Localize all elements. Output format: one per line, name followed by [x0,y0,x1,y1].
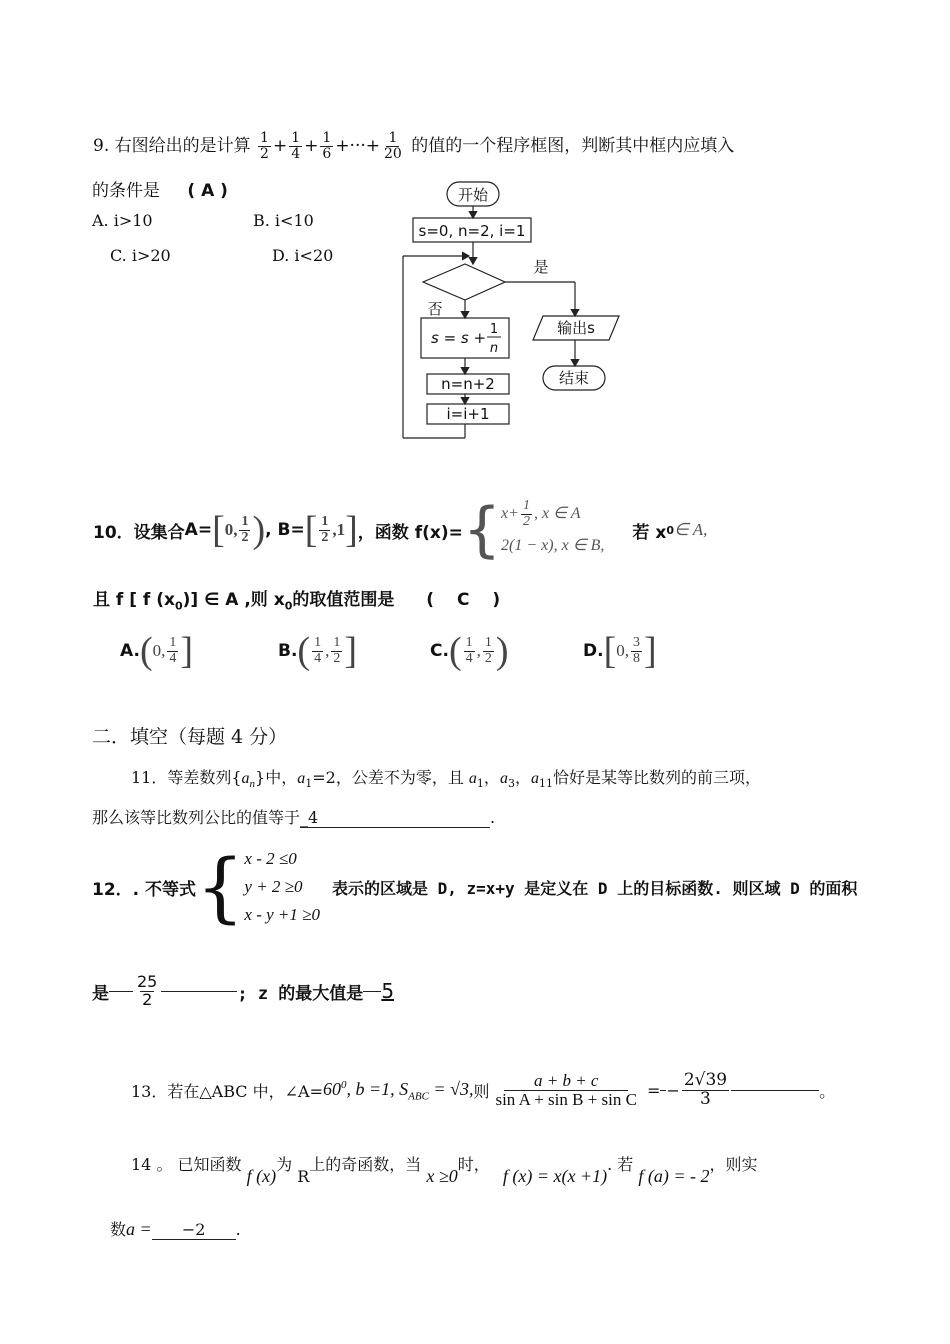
flow-end-label: 结束 [558,369,590,387]
q10-option-b: B. ( $\frac{1}{4}$ , $\frac{1}{2}$ ] [278,630,357,672]
q10-set-b-label: , B= [265,520,305,540]
q9-stem: 9. 右图给出的是计算 $\frac{1}{2}$ + $\frac{1}{4}$ + $\frac{1}{6}$ +···+ $\frac{1}{20}$ 的值的一个程序框图，判断其中框内应填入 [93,130,735,162]
q10-option-a: A. ( 0, $\frac{1}{4}$ ] [120,630,193,672]
q12-stem [92,842,858,931]
q12-max-answer: 5 [381,979,395,1004]
flow-update-n-label: n=n+2 [441,375,495,393]
q9-answer: ( A ) [187,181,228,201]
q9-term-2: $\frac{1}{4}$ [291,130,301,162]
q11-line2: 那么该等比数列公比的值等于_4 . [92,808,496,827]
flow-update-s-num: 1 [489,322,499,337]
flow-update-s-label: s = s + [431,329,487,347]
q9-text-a: 右图给出的是计算 [114,136,251,156]
q11-answer-blank[interactable] [300,808,490,828]
q9-option-d: D. i<20 [272,246,334,265]
q10-set-a: [ 0, $\frac{1}{2}$ ) [212,509,266,551]
q13-expression: $\frac{a + b + c}{\text{sin A + sin B + sin C}}$ [495,1071,637,1109]
flow-no-label: 否 [427,300,443,318]
q10-set-a-label: A= [184,520,213,540]
q14-line2: 数a = −2 . [110,1219,241,1239]
q10-function-label: ，函数 f(x)= [357,522,463,543]
q11-line1: 11．等差数列$\{a_n\}$中，$a_1=2$，公差不为零，且 $a_1$，$a_3$，$a_{11}$恰好是某等比数列的前三项， [131,768,761,791]
q13-stem: 13．若在△ABC 中，∠A= $60^0$, b =1, $S_{ABC} = √3$, 则 $\frac{a + b + c}{\text{sin A + sin B + sin C}}$ = − $\frac{2√39}{3}$ 。 [131,1070,836,1109]
section-2-heading: 二．填空（每题 4 分） [92,726,288,748]
q11-answer: _4 [300,808,319,827]
q9-line2-text: 的条件是 [92,181,160,201]
q10-stem: 10．设集合 A= [ 0, $\frac{1}{2}$ ) , B= [ $\frac{1}{2}$ ,1 ] ，函数 f(x)= { x+ $\frac{1}{2}$ , x ∈ A 2(1 − x), x ∈ B, 若 x 0 ∈ A, [93,495,708,565]
q10-option-d: D. [ 0, $\frac{3}{8}$ ] [583,630,657,672]
q14-answer: −2 [181,1220,206,1239]
flow-yes-label: 是 [533,258,549,276]
q12-inequalities: { x - 2 ≤0 y + 2 ≥0 x - y +1 ≥0 [196,842,320,931]
q9-option-a: A. i>10 [92,211,153,230]
q10-set-b: [ $\frac{1}{2}$ ,1 ] [304,509,358,551]
q14-line1: 14 。 已知函数 f (x)为 R上的奇函数，当 x ≥0时， f (x) = x(x +1). 若 f (a) = - 2，则实 [131,1155,758,1186]
flow-output-label: 输出s [557,319,595,337]
q9-ellipsis: +···+ [335,136,381,156]
q12-line2: 是 $\frac{25}{2}$ ; z 的最大值是 5 [92,972,395,1009]
q10-line2: 且 f [ f $(x_0)$] ∈ A ,则 $x_0$的取值范围是 ( C ) [93,590,501,613]
q10-if-text: 若 x [632,522,667,543]
q12-number: 12．. 不等式 [92,879,197,900]
flow-update-i-label: i=i+1 [446,405,490,423]
q9-term-last: $\frac{1}{20}$ [384,130,402,162]
flowchart [395,178,635,443]
q9-option-b: B. i<10 [253,211,314,230]
flow-init-label: s=0, n=2, i=1 [418,222,526,240]
q9-option-c: C. i>20 [110,246,171,265]
flow-start-label: 开始 [457,186,489,204]
q13-answer: $\frac{2√39}{3}$ [683,1070,728,1109]
q12-text: 表示的区域是 D, z=x+y 是定义在 D 上的目标函数. 则区域 D 的面积 [331,878,858,898]
q9-line2 [92,176,228,201]
flow-decision [423,264,505,300]
q9-term-3: $\frac{1}{6}$ [322,130,332,162]
flow-update-s-den: n [489,341,499,356]
q9-number: 9. [93,136,110,156]
q14-answer-blank[interactable] [152,1220,236,1240]
q12-area-answer: $\frac{25}{2}$ [137,972,158,1009]
q10-answer: ( C ) [426,590,501,610]
q9-term-1: $\frac{1}{2}$ [260,130,269,162]
q10-number: 10．设集合 [93,522,185,543]
q10-option-c: C. ( $\frac{1}{4}$ , $\frac{1}{2}$ ) [430,630,509,672]
q9-text-b: 的值的一个程序框图，判断其中框内应填入 [411,136,735,156]
q10-piecewise: { x+ $\frac{1}{2}$ , x ∈ A 2(1 − x), x ∈ B, [462,495,605,565]
